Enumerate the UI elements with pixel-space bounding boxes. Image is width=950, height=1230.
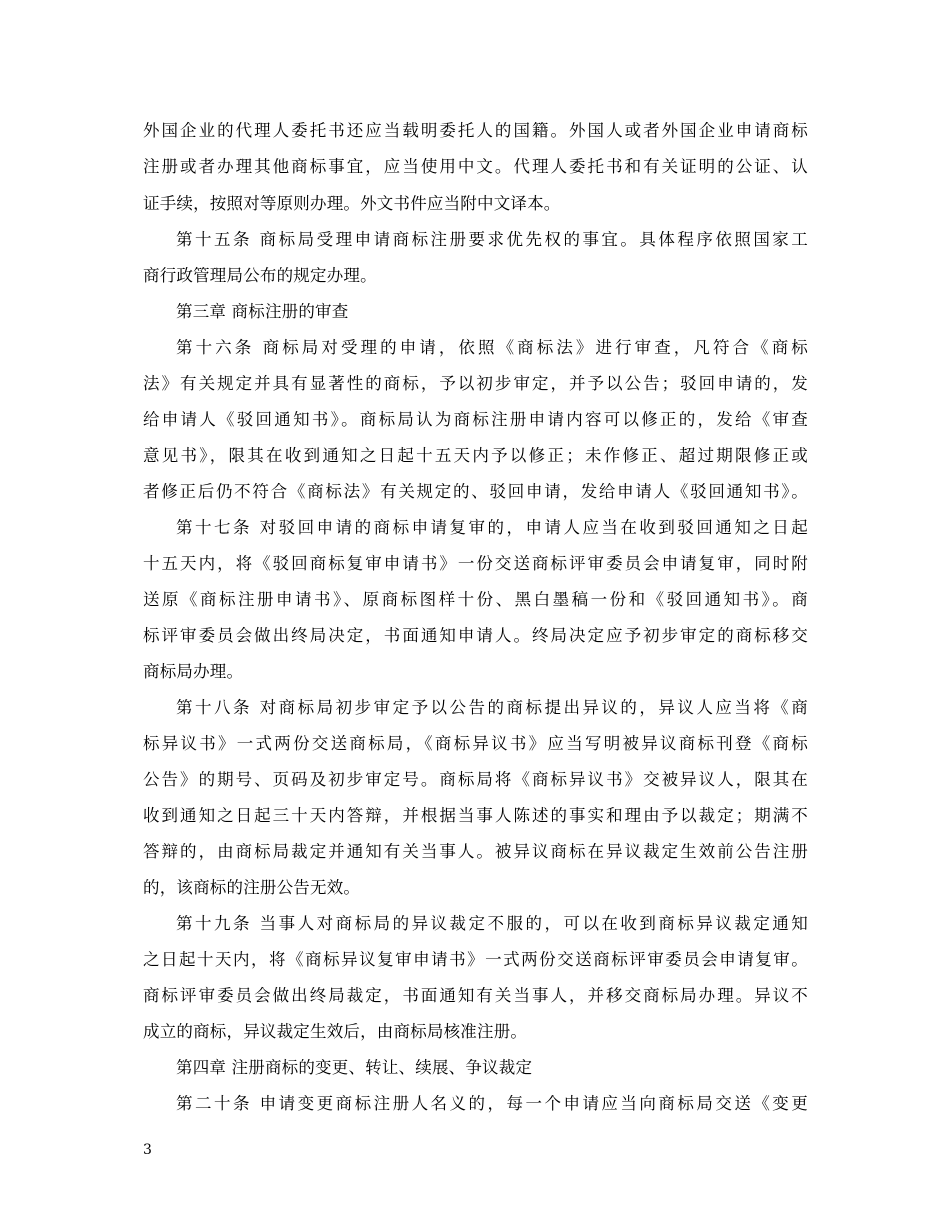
body-line: 意见书》，限其在收到通知之日起十五天内予以修正；未作修正、超过期限修正或 [143, 446, 808, 465]
article-18-line: 第十八条 对商标局初步审定予以公告的商标提出异议的，异议人应当将《商 [176, 698, 808, 717]
body-line: 外国企业的代理人委托书还应当载明委托人的国籍。外国人或者外国企业申请商标 [143, 121, 808, 140]
body-line: 证手续，按照对等原则办理。外文书件应当附中文译本。 [143, 194, 561, 213]
body-line: 注册或者办理其他商标事宜，应当使用中文。代理人委托书和有关证明的公证、认 [143, 157, 808, 176]
body-line: 答辩的，由商标局裁定并通知有关当事人。被异议商标在异议裁定生效前公告注册 [143, 842, 808, 861]
body-line: 商标局办理。 [143, 662, 244, 681]
body-line: 给申请人《驳回通知书》。商标局认为商标注册申请内容可以修正的，发给《审查 [143, 410, 808, 429]
body-line: 十五天内，将《驳回商标复审申请书》一份交送商标评审委员会申请复审，同时附 [143, 554, 808, 573]
article-19-line: 第十九条 当事人对商标局的异议裁定不服的，可以在收到商标异议裁定通知 [176, 914, 808, 933]
chapter-heading: 第三章 商标注册的审查 [176, 302, 349, 321]
body-line: 收到通知之日起三十天内答辩，并根据当事人陈述的事实和理由予以裁定；期满不 [143, 806, 808, 825]
article-17-line: 第十七条 对驳回申请的商标申请复审的，申请人应当在收到驳回通知之日起 [176, 518, 808, 537]
body-line: 商行政管理局公布的规定办理。 [143, 266, 377, 285]
body-line: 商标评审委员会做出终局裁定，书面通知有关当事人，并移交商标局办理。异议不 [143, 986, 808, 1005]
chapter-heading: 第四章 注册商标的变更、转让、续展、争议裁定 [176, 1058, 533, 1077]
article-16-line: 第十六条 商标局对受理的申请，依照《商标法》进行审查，凡符合《商标 [176, 338, 808, 357]
page-number: 3 [143, 1142, 152, 1158]
body-line: 送原《商标注册申请书》、原商标图样十份、黑白墨稿一份和《驳回通知书》。商 [143, 590, 808, 609]
body-line: 标评审委员会做出终局决定，书面通知申请人。终局决定应予初步审定的商标移交 [143, 626, 808, 645]
body-line: 者修正后仍不符合《商标法》有关规定的、驳回申请，发给申请人《驳回通知书》。 [143, 482, 808, 501]
body-line: 的，该商标的注册公告无效。 [143, 878, 361, 897]
body-line: 成立的商标，异议裁定生效后，由商标局核准注册。 [143, 1022, 528, 1041]
body-line: 之日起十天内，将《商标异议复审申请书》一式两份交送商标评审委员会申请复审。 [143, 950, 808, 969]
article-15-line: 第十五条 商标局受理申请商标注册要求优先权的事宜。具体程序依照国家工 [176, 230, 808, 249]
body-line: 标异议书》一式两份交送商标局，《商标异议书》应当写明被异议商标刊登《商标 [143, 734, 808, 753]
article-20-line: 第二十条 申请变更商标注册人名义的，每一个申请应当向商标局交送《变更 [176, 1094, 808, 1113]
body-line: 公告》的期号、页码及初步审定号。商标局将《商标异议书》交被异议人，限其在 [143, 770, 808, 789]
body-line: 法》有关规定并具有显著性的商标，予以初步审定，并予以公告；驳回申请的，发 [143, 374, 808, 393]
